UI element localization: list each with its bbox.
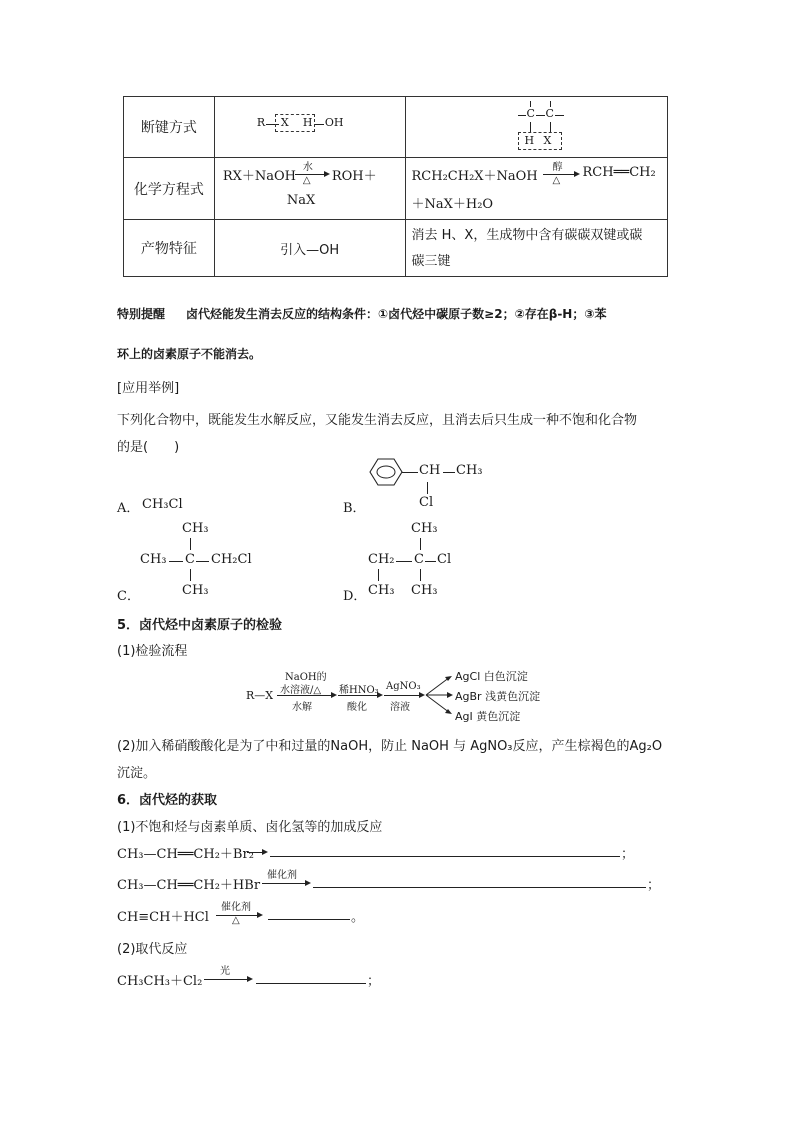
hydrolysis-bond-breaking-cell: [214, 97, 405, 158]
hydrolysis-reactants: RX＋NaOH: [222, 169, 297, 184]
flow-result-agbr: AgBr 浅黄色沉淀: [455, 690, 541, 703]
bond-line: [420, 569, 421, 581]
table-row: [124, 97, 668, 158]
section6-sub2: (2)取代反应: [117, 942, 188, 957]
question-line1: 下列化合物中，既能发生水解反应，又能发生消去反应，且消去后只生成一种不饱和化合物: [117, 413, 638, 428]
flow-result-agi: AgI 黄色沉淀: [455, 710, 521, 723]
option-d-left: CH₂: [368, 552, 395, 567]
bond-line: [530, 101, 531, 107]
option-c-top: CH₃: [182, 521, 209, 536]
option-d-right: Cl: [437, 552, 452, 567]
option-c-label[interactable]: C．: [117, 589, 140, 604]
equation3-catalyst: 催化剂: [221, 902, 251, 913]
carbon-2: C: [545, 107, 554, 120]
reaction-arrow: [262, 883, 306, 884]
arrow-head-icon: [574, 171, 580, 177]
option-d-bottom-left: CH₃: [368, 583, 395, 598]
bond-line: [550, 101, 551, 107]
option-a-label[interactable]: A．: [117, 501, 140, 516]
flow-arrow-2: [338, 695, 378, 696]
note-line2: 环上的卤素原子不能消去。: [117, 347, 262, 361]
option-b-ch: CH: [419, 463, 441, 478]
equation2-answer-blank[interactable]: [313, 887, 646, 888]
section5-sub1: (1)检验流程: [117, 644, 188, 659]
arrow-head-icon: [331, 692, 337, 698]
table-row: [124, 158, 668, 220]
elimination-byproducts: ＋NaX＋H₂O: [411, 197, 494, 212]
equation3-answer-blank[interactable]: [268, 919, 350, 920]
arrow-head-icon: [377, 692, 383, 698]
flow-result-agcl: AgCl 白色沉淀: [455, 670, 528, 683]
elimination-feature-cell: [405, 220, 668, 277]
bond-line: [425, 561, 436, 562]
equation1-answer-blank[interactable]: [270, 856, 620, 857]
arrow-head-icon: [247, 976, 253, 982]
equation2-end: ；: [647, 878, 661, 893]
bond-line: [190, 538, 191, 550]
bond-line: [196, 561, 209, 562]
hydrolysis-equation-cell: [214, 158, 405, 220]
section6-title: 6．卤代烃的获取: [117, 793, 218, 808]
arrow-head-icon: [305, 880, 311, 886]
hydrolysis-byproduct: NaX: [286, 193, 316, 208]
flow-step3-bottom: 溶液: [390, 702, 410, 713]
bond-line: [315, 124, 324, 125]
option-c-right: CH₂Cl: [211, 552, 252, 567]
broken-bond-box: [275, 114, 315, 132]
option-a-formula: CH₃Cl: [142, 497, 183, 512]
bond-line: [402, 472, 418, 473]
flow-arrow-1: [277, 695, 332, 696]
equation4-light: 光: [220, 966, 230, 977]
bond-line: [378, 569, 379, 581]
condition-alcohol: 醇: [552, 162, 563, 173]
flow-step1-top2: 水溶液/△: [280, 685, 322, 696]
branch-arrows-icon: [424, 672, 454, 718]
question-line2: 的是( ): [117, 440, 180, 455]
option-b-ch3: CH₃: [456, 463, 483, 478]
example-heading: [应用举例]: [117, 381, 180, 396]
section5-sub2-line2: 沉淀。: [117, 766, 157, 781]
x-atom: X: [543, 134, 552, 147]
bond-line: [169, 561, 183, 562]
arrow-head-icon: [257, 912, 263, 918]
bond-line: [420, 538, 421, 550]
table-row: [124, 220, 668, 277]
flow-arrow-3: [384, 695, 420, 696]
bond-line: [550, 122, 551, 132]
equation3-reactants: CH≡CH＋HCl: [117, 910, 209, 925]
h-atom: H: [524, 134, 535, 147]
bond-line: [190, 569, 191, 581]
bond-line: [443, 472, 455, 473]
arrow-head-icon: [324, 171, 330, 177]
equation1-end: ；: [621, 847, 635, 862]
option-d-label[interactable]: D．: [343, 589, 367, 604]
bond-line: [530, 122, 531, 132]
equation4-end: ；: [367, 974, 381, 989]
bond-line: [427, 482, 428, 494]
equation2-reactants: CH₃—CH══CH₂＋HBr: [117, 878, 261, 893]
carbon-1: C: [526, 107, 535, 120]
section5-title: 5．卤代烃中卤素原子的检验: [117, 618, 283, 633]
option-c-center: C: [185, 552, 195, 567]
option-d-center: C: [414, 552, 424, 567]
condition-heat: △: [552, 175, 561, 186]
section5-sub2-line1: (2)加入稀硝酸酸化是为了中和过量的NaOH，防止 NaOH 与 AgNO₃反应，产生棕褐色的Ag₂O: [117, 739, 663, 754]
flow-step3-top: AgNO₃: [386, 681, 421, 692]
option-d-bottom: CH₃: [411, 583, 438, 598]
option-d-top: CH₃: [411, 521, 438, 536]
reaction-arrow: [204, 979, 248, 980]
hydrolysis-products: ROH＋: [331, 169, 377, 184]
equation1-reactants: CH₃—CH══CH₂＋Br₂: [117, 847, 254, 862]
elimination-products: RCH══CH₂: [582, 165, 656, 180]
section6-sub1: (1)不饱和烃与卤素单质、卤化氢等的加成反应: [117, 820, 383, 835]
benzene-ring-icon: [362, 454, 410, 494]
elimination-reactants: RCH₂CH₂X＋NaOH: [411, 169, 538, 184]
note-line1: 卤代烃能发生消去反应的结构条件：①卤代烃中碳原子数≥2；②存在β-H；③苯: [186, 307, 607, 321]
elimination-bond-breaking-cell: [405, 97, 668, 158]
flow-start: R—X: [246, 689, 274, 702]
equation4-answer-blank[interactable]: [256, 983, 366, 984]
option-c-bottom: CH₃: [182, 583, 209, 598]
condition-water: 水: [302, 162, 313, 173]
elimination-feature-line2: 碳三键: [411, 254, 451, 269]
row-label-bond-breaking: 断键方式: [124, 97, 215, 158]
note-label: 特别提醒: [117, 307, 166, 321]
r-group: R: [256, 116, 266, 129]
flow-step1-top1: NaOH的: [285, 672, 327, 683]
equation4-reactants: CH₃CH₃＋Cl₂: [117, 974, 203, 989]
flow-step2-top: 稀HNO₃: [339, 685, 379, 696]
option-b-cl: Cl: [419, 495, 434, 510]
h-atom: H: [302, 116, 313, 129]
equation3-heat: △: [232, 915, 240, 926]
equation2-catalyst: 催化剂: [267, 870, 297, 881]
option-b-label[interactable]: B．: [343, 501, 366, 516]
elimination-equation-cell: [405, 158, 668, 220]
arrow-head-icon: [262, 849, 268, 855]
oh-group: OH: [324, 116, 344, 129]
reaction-arrow: [247, 852, 263, 853]
flow-step1-bottom: 水解: [292, 702, 312, 713]
row-label-product-feature: 产物特征: [124, 220, 215, 277]
x-atom: X: [280, 116, 289, 129]
hydrolysis-feature-cell: 引入—OH: [214, 220, 405, 277]
option-c-left: CH₃: [140, 552, 167, 567]
reaction-comparison-table: [123, 96, 668, 277]
bond-line: [396, 561, 412, 562]
bond-line: [518, 115, 564, 116]
equation3-end: 。: [351, 910, 365, 925]
elimination-feature-line1: 消去 H、X，生成物中含有碳碳双键或碳: [411, 228, 643, 243]
flow-step2-bottom: 酸化: [347, 702, 367, 713]
condition-heat: △: [302, 175, 311, 186]
row-label-equation: 化学方程式: [124, 158, 215, 220]
